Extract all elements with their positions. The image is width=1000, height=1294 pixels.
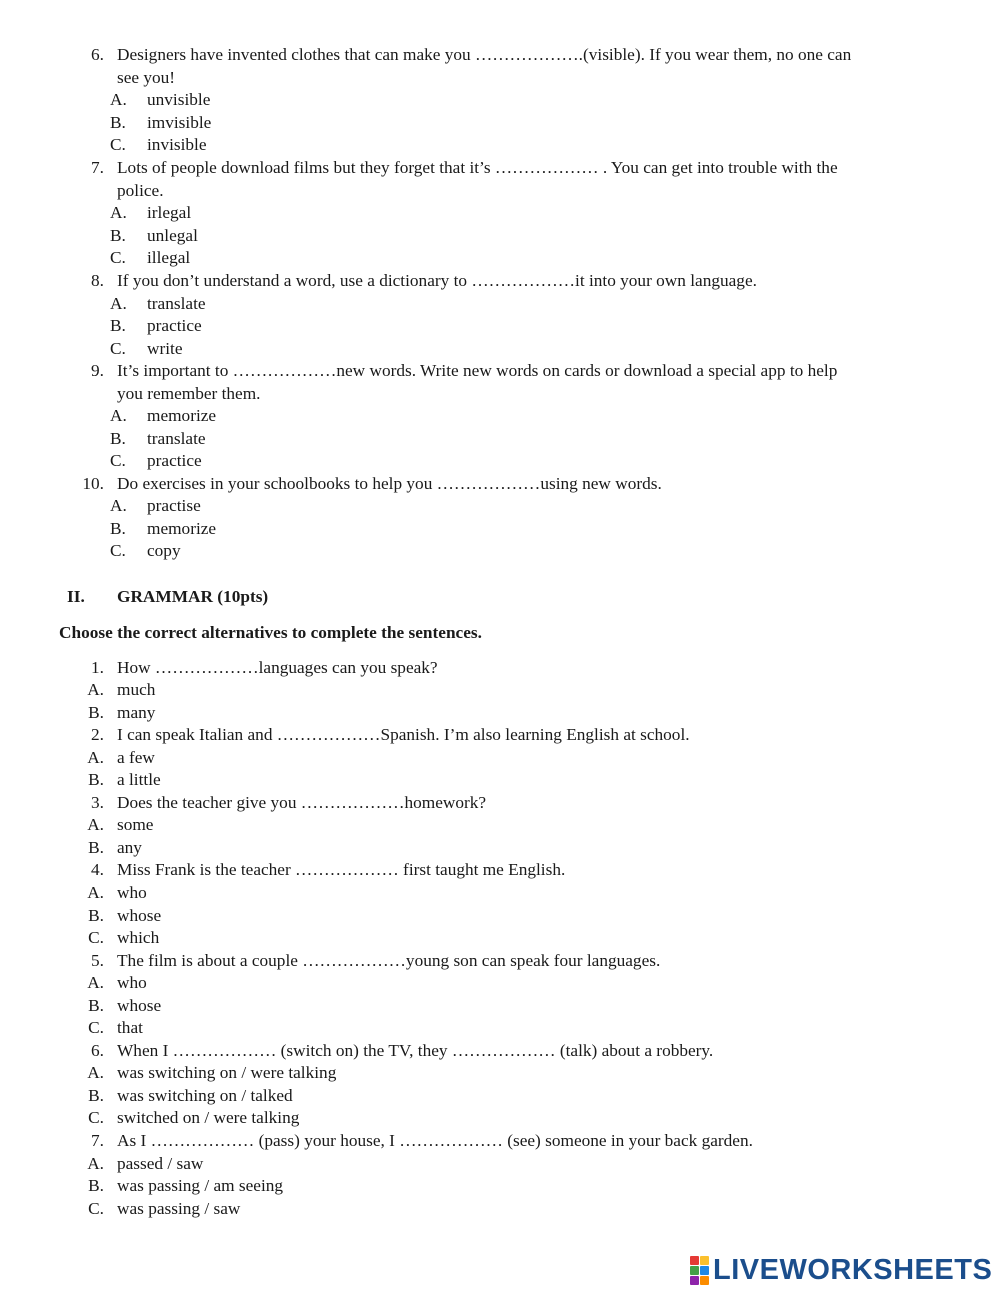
option-text[interactable]: was passing / saw	[117, 1199, 241, 1218]
question-number: 7.	[91, 158, 104, 177]
option-text[interactable]: practice	[147, 451, 202, 470]
question-text: Does the teacher give you ………………homework?	[117, 793, 487, 812]
question-text: Do exercises in your schoolbooks to help you ………………using new words.	[117, 474, 662, 493]
option-text[interactable]: which	[117, 928, 160, 947]
logo-block	[690, 1276, 699, 1285]
option-letter: C.	[110, 248, 126, 267]
option-text[interactable]: that	[117, 1018, 143, 1037]
option-letter: A.	[87, 680, 104, 699]
option-letter: A.	[87, 1154, 104, 1173]
option-letter: A.	[110, 294, 127, 313]
option-text[interactable]: some	[117, 815, 154, 834]
option-letter: C.	[88, 1108, 104, 1127]
liveworksheets-logo-icon	[690, 1256, 709, 1285]
option-text[interactable]: many	[117, 703, 156, 722]
question-text: As I ……………… (pass) your house, I ……………… (see) someone in your back garden.	[117, 1131, 753, 1150]
option-letter: C.	[110, 135, 126, 154]
option-text[interactable]: practise	[147, 496, 201, 515]
option-letter: C.	[88, 1018, 104, 1037]
option-text[interactable]: copy	[147, 541, 181, 560]
option-text[interactable]: switched on / were talking	[117, 1108, 300, 1127]
question-text: The film is about a couple ………………young son can speak four languages.	[117, 951, 661, 970]
option-letter: B.	[110, 113, 126, 132]
question-text: How ………………languages can you speak?	[117, 658, 438, 677]
option-letter: B.	[110, 226, 126, 245]
option-text[interactable]: was switching on / were talking	[117, 1063, 337, 1082]
option-text[interactable]: write	[147, 339, 183, 358]
option-text[interactable]: any	[117, 838, 142, 857]
question-number: 5.	[91, 951, 104, 970]
question-number: 8.	[91, 271, 104, 290]
option-text[interactable]: imvisible	[147, 113, 212, 132]
option-letter: C.	[110, 541, 126, 560]
question-number: 6.	[91, 45, 104, 64]
question-text: I can speak Italian and ………………Spanish. I’m also learning English at school.	[117, 725, 690, 744]
question-text: Designers have invented clothes that can make you ……………….(visible). If you wear them, no one can	[117, 45, 852, 64]
question-text: If you don’t understand a word, use a dictionary to ………………it into your own language.	[117, 271, 757, 290]
option-letter: C.	[88, 1199, 104, 1218]
option-text[interactable]: illegal	[147, 248, 191, 267]
question-text: When I ……………… (switch on) the TV, they ……………… (talk) about a robbery.	[117, 1041, 714, 1060]
option-text[interactable]: whose	[117, 906, 162, 925]
option-letter: B.	[110, 519, 126, 538]
option-letter: A.	[87, 883, 104, 902]
option-text[interactable]: a little	[117, 770, 161, 789]
question-number: 6.	[91, 1041, 104, 1060]
question-text: It’s important to ………………new words. Write new words on cards or download a special app to help	[117, 361, 838, 380]
question-text-continued: police.	[117, 181, 164, 200]
liveworksheets-logo[interactable]	[690, 1253, 992, 1287]
option-letter: B.	[88, 1176, 104, 1195]
option-letter: B.	[88, 1086, 104, 1105]
section-instruction: Choose the correct alternatives to complete the sentences.	[59, 623, 482, 642]
option-letter: C.	[88, 928, 104, 947]
option-text[interactable]: much	[117, 680, 156, 699]
section-title: GRAMMAR (10pts)	[117, 587, 269, 606]
option-text[interactable]: translate	[147, 429, 206, 448]
option-text[interactable]: memorize	[147, 519, 217, 538]
option-letter: A.	[110, 406, 127, 425]
logo-text: LIVEWORKSHEETS	[713, 1253, 993, 1286]
question-number: 10.	[82, 474, 104, 493]
option-letter: A.	[110, 90, 127, 109]
question-text: Lots of people download films but they forget that it’s ……………… . You can get into trouble with the	[117, 158, 838, 177]
option-text[interactable]: passed / saw	[117, 1154, 204, 1173]
option-letter: B.	[88, 703, 104, 722]
logo-block	[690, 1256, 699, 1265]
option-text[interactable]: memorize	[147, 406, 217, 425]
option-letter: B.	[88, 838, 104, 857]
option-text[interactable]: unlegal	[147, 226, 198, 245]
option-letter: B.	[88, 770, 104, 789]
logo-block	[690, 1266, 699, 1275]
option-text[interactable]: translate	[147, 294, 206, 313]
logo-block	[700, 1266, 709, 1275]
option-text[interactable]: unvisible	[147, 90, 211, 109]
option-text[interactable]: who	[117, 973, 147, 992]
question-number: 4.	[91, 860, 104, 879]
question-number: 1.	[91, 658, 104, 677]
option-letter: C.	[110, 451, 126, 470]
question-number: 9.	[91, 361, 104, 380]
option-letter: B.	[110, 429, 126, 448]
option-letter: C.	[110, 339, 126, 358]
option-letter: A.	[87, 1063, 104, 1082]
option-text[interactable]: practice	[147, 316, 202, 335]
option-text[interactable]: who	[117, 883, 147, 902]
option-letter: B.	[110, 316, 126, 335]
option-letter: A.	[110, 496, 127, 515]
question-number: 3.	[91, 793, 104, 812]
option-letter: B.	[88, 996, 104, 1015]
logo-block	[700, 1256, 709, 1265]
question-number: 7.	[91, 1131, 104, 1150]
option-text[interactable]: was switching on / talked	[117, 1086, 293, 1105]
question-text-continued: you remember them.	[117, 384, 261, 403]
logo-block	[700, 1276, 709, 1285]
option-text[interactable]: irlegal	[147, 203, 192, 222]
option-text[interactable]: a few	[117, 748, 155, 767]
option-letter: A.	[87, 815, 104, 834]
option-text[interactable]: invisible	[147, 135, 207, 154]
option-letter: A.	[87, 973, 104, 992]
option-letter: B.	[88, 906, 104, 925]
option-letter: A.	[87, 748, 104, 767]
question-text-continued: see you!	[117, 68, 176, 87]
option-text[interactable]: whose	[117, 996, 162, 1015]
option-text[interactable]: was passing / am seeing	[117, 1176, 284, 1195]
question-number: 2.	[91, 725, 104, 744]
section-roman-numeral: II.	[67, 587, 85, 606]
option-letter: A.	[110, 203, 127, 222]
question-text: Miss Frank is the teacher ……………… first taught me English.	[117, 860, 566, 879]
